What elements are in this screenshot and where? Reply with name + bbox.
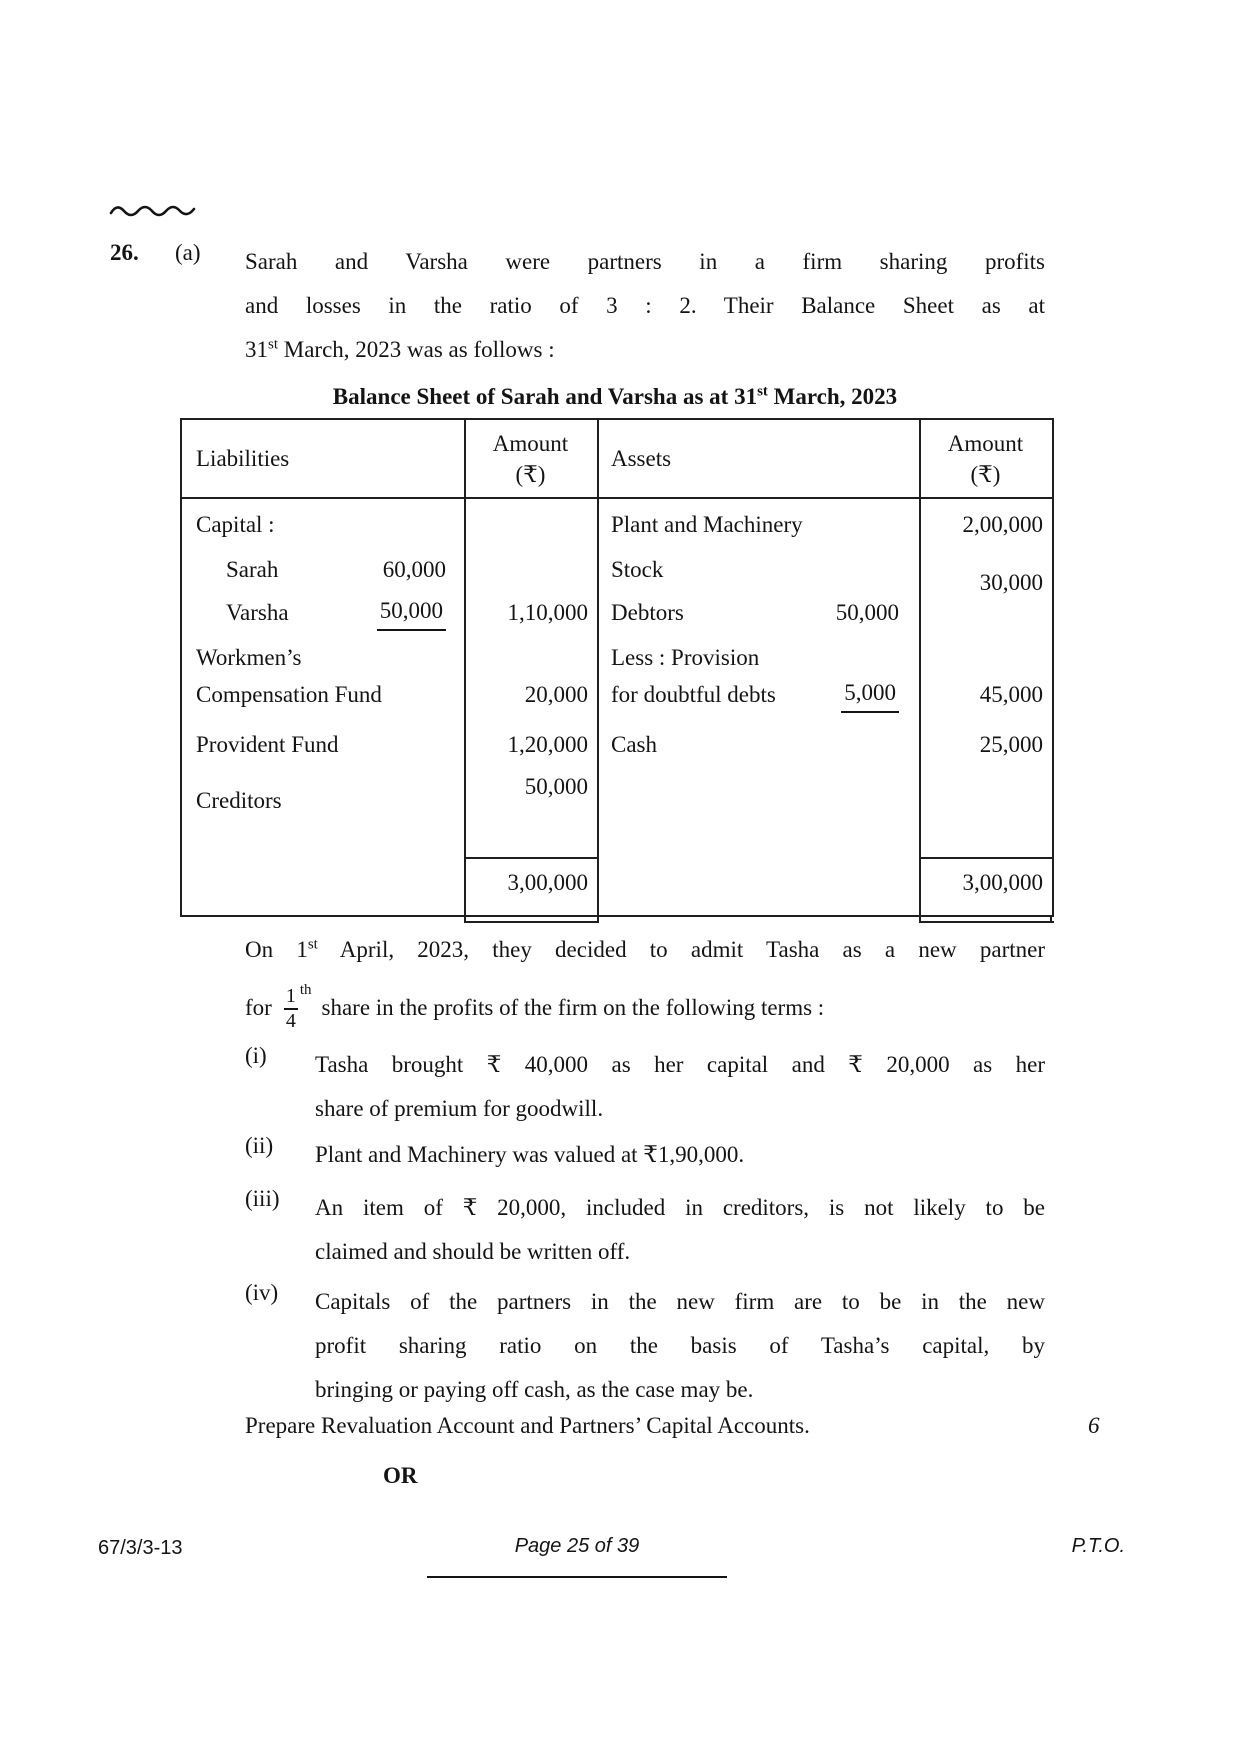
terms-intro (245, 928, 1045, 1036)
amount-wcf: 20,000 (524, 682, 588, 707)
liability-provident-fund: Provident Fund (196, 732, 339, 757)
question-intro-paragraph (245, 240, 1045, 372)
intro-line-1: Sarah and Varsha were partners in a firm sharing profits (245, 249, 1045, 274)
superscript-st: st (268, 336, 279, 353)
liability-wcf-line2: Compensation Fund (196, 682, 382, 707)
item-label: (iii) (245, 1186, 280, 1211)
header-amount-right: Amount (₹) (919, 428, 1052, 490)
debtors-gross-amount: 50,000 (835, 600, 899, 625)
one-fourth-fraction: $\frac{1}{4}$ (285, 984, 296, 1032)
amount-stock: 30,000 (979, 570, 1043, 595)
item-text: An item of ₹ 20,000, included in creditors, is not likely to be claimed and should be written off. (315, 1195, 1045, 1264)
or-label: OR (383, 1463, 418, 1488)
provision-amount-underlined: 5,000 (841, 680, 899, 713)
amount-debtors-net: 45,000 (979, 682, 1043, 707)
term-item-iv (245, 1280, 1045, 1412)
liability-partner-row: Varsha 50,000 (226, 600, 446, 631)
rule-stub (464, 915, 466, 923)
footer-paper-code: 67/3/3-13 (98, 1537, 183, 1559)
superscript-st: st (757, 383, 768, 400)
liability-partner-row: Sarah 60,000 (226, 557, 446, 582)
rule-stub (597, 915, 599, 923)
rule-stub (1050, 915, 1052, 923)
superscript-st: st (307, 936, 318, 953)
partner-capital-amount: 60,000 (382, 557, 446, 582)
total-double-rule-right (919, 921, 1054, 923)
amount-creditors: 50,000 (524, 774, 588, 799)
liability-wcf-line1: Workmen’s (196, 645, 302, 670)
column-divider (464, 420, 466, 915)
term-item-ii (245, 1133, 1045, 1177)
header-amount-left: Amount (₹) (464, 428, 597, 490)
asset-plant-machinery: Plant and Machinery (611, 512, 803, 537)
fraction-ordinal-sup: th (299, 982, 312, 998)
item-text: Plant and Machinery was valued at ₹1,90,000. (315, 1142, 745, 1167)
rupee-symbol: (₹) (970, 462, 1001, 487)
asset-less-provision-line2: for doubtful debts 5,000 (611, 682, 899, 713)
intro-line-2: and losses in the ratio of 3 : 2. Their Balance Sheet as at (245, 293, 1045, 318)
item-label: (ii) (245, 1133, 274, 1158)
question-number: 26. (110, 240, 139, 265)
header-divider (182, 497, 1052, 499)
term-item-i (245, 1043, 1045, 1131)
header-liabilities: Liabilities (196, 446, 290, 471)
asset-cash: Cash (611, 732, 657, 757)
balance-sheet-table (180, 418, 1054, 917)
rule-stub (919, 915, 921, 923)
column-divider (597, 420, 599, 915)
total-separator-left (464, 857, 599, 859)
column-divider (919, 420, 921, 915)
assets-total: 3,00,000 (962, 870, 1043, 895)
intro-line-3: 31st March, 2023 was as follows : (245, 336, 555, 362)
amount-cash: 25,000 (979, 732, 1043, 757)
total-separator-right (919, 857, 1054, 859)
item-text: Tasha brought ₹ 40,000 as her capital and ₹ 20,000 as her share of premium for goodwill. (315, 1052, 1045, 1121)
liability-capital-heading: Capital : (196, 512, 275, 537)
asset-less-provision-line1: Less : Provision (611, 645, 760, 670)
amount-plant-machinery: 2,00,000 (962, 512, 1043, 537)
amount-capital-total: 1,10,000 (507, 600, 588, 625)
marks-value: 6 (1088, 1413, 1100, 1438)
amount-provident-fund: 1,20,000 (507, 732, 588, 757)
liability-creditors: Creditors (196, 788, 282, 813)
asset-debtors-row: Debtors 50,000 (611, 600, 899, 625)
item-label: (i) (245, 1043, 267, 1068)
footer-underline (427, 1576, 727, 1578)
term-item-iii (245, 1186, 1045, 1274)
header-assets: Assets (611, 446, 672, 471)
item-label: (iv) (245, 1280, 279, 1305)
total-double-rule-left (464, 921, 599, 923)
asset-stock: Stock (611, 557, 664, 582)
rupee-symbol: (₹) (515, 462, 546, 487)
footer-page-number: Page 25 of 39 (514, 1535, 640, 1557)
squiggle-mark (108, 200, 198, 224)
closing-instruction: Prepare Revaluation Account and Partners’ Capital Accounts. (245, 1413, 810, 1438)
balance-sheet-title: Balance Sheet of Sarah and Varsha as at 31st March, 2023 (332, 383, 898, 409)
question-part-label: (a) (175, 240, 201, 265)
terms-intro-line2: for $\frac{1}{4}$ th share in the profits of the firm on the following terms : (245, 982, 825, 1032)
question-block (110, 240, 1045, 372)
item-text: Capitals of the partners in the new firm are to be in the new profit sharing ratio on the basis of Tasha’s capital, by bringing or paying off cash, as the case may be. (315, 1289, 1045, 1402)
liabilities-total: 3,00,000 (507, 870, 588, 895)
terms-intro-line1: On 1st April, 2023, they decided to admit Tasha as a new partner (245, 936, 1045, 962)
footer-pto: P.T.O. (1071, 1535, 1125, 1557)
partner-capital-amount-underlined: 50,000 (377, 598, 446, 631)
